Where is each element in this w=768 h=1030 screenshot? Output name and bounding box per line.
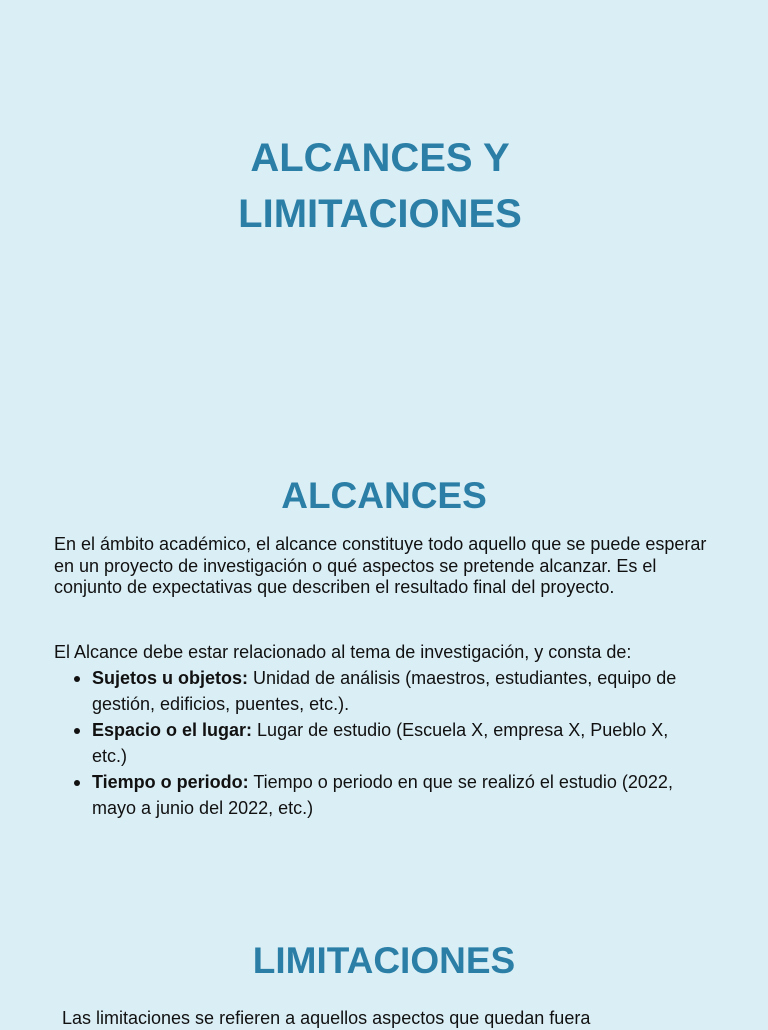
page-title xyxy=(0,130,760,242)
page-title-line-1: ALCANCES Y xyxy=(250,136,510,180)
list-item-text: Tiempo o periodo en que se realizó el estudio (2022, mayo a junio del 2022, etc.) xyxy=(92,772,673,818)
limitaciones-heading: LIMITACIONES xyxy=(252,940,516,981)
limitaciones-paragraph: Las limitaciones se refieren a aquellos aspectos que quedan fuera xyxy=(62,1008,591,1028)
list-item-tiempo xyxy=(54,770,694,821)
list-item-sujetos xyxy=(54,666,694,717)
bullet-icon xyxy=(74,676,80,682)
list-item-term: Tiempo o periodo: xyxy=(92,772,249,792)
list-item-term: Sujetos u objetos: xyxy=(92,668,249,688)
list-item-espacio xyxy=(54,718,694,769)
list-item-text: Unidad de análisis (maestros, estudiantes, equipo de gestión, edificios, puentes, etc.). xyxy=(92,668,677,714)
bullet-icon xyxy=(74,728,80,734)
alcances-heading: ALCANCES xyxy=(281,475,487,516)
list-item-text: Lugar de estudio (Escuela X, empresa X, Pueblo X, etc.) xyxy=(92,720,669,766)
alcances-list xyxy=(54,666,694,822)
alcances-lead-paragraph: El Alcance debe estar relacionado al tema de investigación, y consta de: xyxy=(54,642,632,662)
list-item-term: Espacio o el lugar: xyxy=(92,720,253,740)
bullet-icon xyxy=(74,780,80,786)
alcances-intro-paragraph: En el ámbito académico, el alcance constituye todo aquello que se puede esperar en un proyecto de investigación o qué aspectos se pretende alcanzar. Es el conjunto de expectativas que describen el resultado final del proyecto. xyxy=(54,534,707,597)
page-title-line-2: LIMITACIONES xyxy=(238,192,522,236)
